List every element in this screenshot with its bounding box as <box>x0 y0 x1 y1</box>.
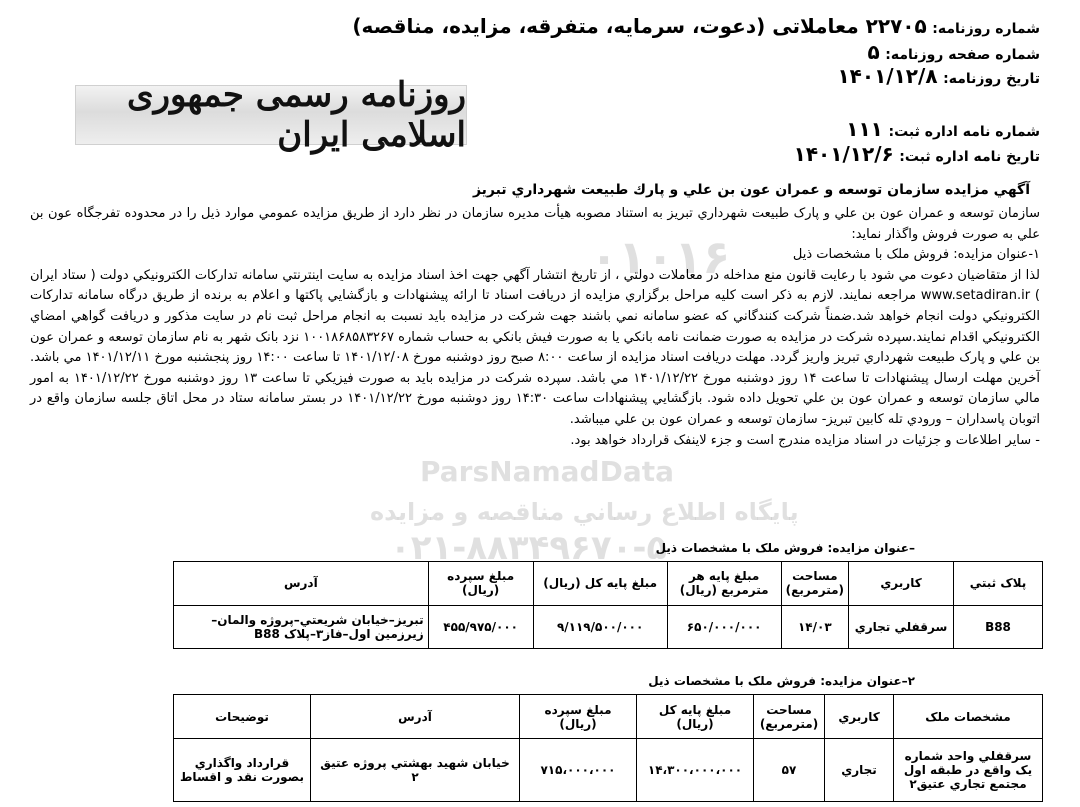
watermark-phone: ۰۲۱-۸۸۳۴۹۶۷۰-۵ <box>390 528 668 568</box>
table-header-row <box>174 695 1043 739</box>
ad-paragraph: - ساير اطلاعات و جزئيات در اسناد مزايده مندرج است و جزء لاينفک قرارداد خواهد بود. <box>570 432 1040 448</box>
reg-letter-number-value: ۱۱۱ <box>846 117 883 141</box>
reg-letter-date-line <box>794 142 1040 166</box>
column-header: مبلغ سپرده (ريال) <box>428 562 533 606</box>
table-cell: تبريز–خيابان شريعتي–پروژه والمان–زيرزمين اول–فاز۳–پلاک B88 <box>174 605 429 649</box>
column-header: مساحت (مترمربع) <box>781 562 848 606</box>
table-cell: تجاري <box>825 739 894 802</box>
reg-letter-number-label: شماره نامه اداره ثبت: <box>888 124 1040 140</box>
issue-date-label: تاریخ روزنامه: <box>943 71 1040 87</box>
table-header-row <box>174 562 1043 606</box>
issue-label: شماره روزنامه: <box>932 21 1040 37</box>
ad-paragraph: سازمان توسعه و عمران عون بن علي و پارک طبيعت شهرداري تبريز به استناد مصوبه هيأت مديره سازمان در نظر دارد از طريق مزايده عمومي موارد ذيل را در محدوده تفرجگاه عون بن علي به صورت فروش واگذار نمايد: <box>30 206 1040 242</box>
watermark-caption: پايگاه اطلاع رساني مناقصه و مزايده <box>370 498 799 526</box>
table-cell: ۴۵۵/۹۷۵/۰۰۰ <box>428 605 533 649</box>
column-header: آدرس <box>311 695 520 739</box>
column-header: کاربري <box>849 562 954 606</box>
table-row <box>174 605 1043 649</box>
watermark-number: ۰۱۰۱۶ <box>590 230 731 284</box>
issue-line <box>352 14 1040 38</box>
page-number-label: شماره صفحه روزنامه: <box>885 47 1040 63</box>
page-number-value: ۵ <box>867 40 880 64</box>
issue-value: ۲۲۷۰۵ معاملاتی (دعوت، سرمایه، متفرقه، مزایده، مناقصه) <box>352 14 927 38</box>
column-header: مبلغ پايه هر مترمربع (ريال) <box>667 562 781 606</box>
table-cell: خيابان شهيد بهشتي پروژه عتيق ۲ <box>311 739 520 802</box>
ad-paragraph: لذا از متقاضيان دعوت مي شود با رعايت قانون منع مداخله در معاملات دولتي ، از تاريخ انتشار آگهي جهت اخذ اسناد مزايده به سايت اينترنتي سامانه تدارکات الکترونيکي دولت ( ستاد ايران ) www.setadiran.ir مراجعه نمايند. لازم به ذکر است کليه مراحل برگزاري مزايده از دريافت اسناد تا ارائه پيشنهادات و بازگشايي پاکتها و اعلام به برنده از طريق درگاه سامانه تدارکات الکترونيکي دولت انجام خواهد شد.ضمناً شرکت کنندگاني که عضو سامانه نمي باشند جهت شرکت در مزايده بايد نسبت به انجام مراحل ثبت نام در سايت مذکور و دريافت گواهي امضاي الکترونيکي اقدام نمايند.سپرده شرکت در مزايده به صورت ضمانت نامه بانکي يا به صورت فيش بانکي به حساب شماره ۱۰۰۱۸۶۸۵۸۳۲۶۷ نزد بانک شهر به نام سازمان توسعه و عمران عون بن علي و پارک طبيعت شهرداري تبريز واريز گردد. مهلت دريافت اسناد مزايده از ساعت ۸:۰۰ صبح روز دوشنبه مورخ ۱۴۰۱/۱۲/۰۸ تا ساعت ۱۴:۰۰ روز پنجشنبه مورخ ۱۴۰۱/۱۲/۱۱ مي باشد. آخرين مهلت ارسال پيشنهادات تا ساعت ۱۴ روز دوشنبه مورخ ۱۴۰۱/۱۲/۲۲ مي باشد. سپرده شرکت در مزايده بايد به صورت فيزيکي تا ساعت ۱۳ روز دوشنبه مورخ ۱۴۰۱/۱۲/۲۲ به امور مالي سازمان توسعه و عمران عون بن علي تحويل داده شود. بازگشايي پيشنهادات ساعت ۱۴:۳۰ روز دوشنبه مورخ ۱۴۰۱/۱۲/۲۲ در بستر سامانه ستاد در محل اتاق جلسه سازمان واقع در اتوبان پاسداران – ورودي تله کابين تبريز- سازمان توسعه و عمران عون بن علي ميباشد. <box>30 267 1040 427</box>
column-header: مساحت (مترمربع) <box>754 695 825 739</box>
reg-letter-date-value: ۱۴۰۱/۱۲/۶ <box>793 142 894 166</box>
logo-text: روزنامه رسمی جمهوری اسلامی ایران <box>126 75 466 155</box>
table-cell: ۶۵۰/۰۰۰/۰۰۰ <box>667 605 781 649</box>
column-header: آدرس <box>174 562 429 606</box>
table1-heading: –عنوان مزايده: فروش ملک با مشخصات ذيل <box>655 541 915 555</box>
column-header: مبلغ پايه کل (ريال) <box>637 695 754 739</box>
column-header: مبلغ پايه کل (ريال) <box>533 562 667 606</box>
issue-date-line <box>837 64 1040 88</box>
table-cell: ۹/۱۱۹/۵۰۰/۰۰۰ <box>533 605 667 649</box>
page-number-line <box>867 40 1040 64</box>
table-cell: قرارداد واگذاري بصورت نقد و اقساط <box>174 739 311 802</box>
issue-date-value: ۱۴۰۱/۱۲/۸ <box>837 64 938 88</box>
table-cell: B88 <box>954 605 1043 649</box>
table-cell: سرقفلي واحد شماره يک واقع در طبقه اول مجتمع تجاري عتيق۲ <box>894 739 1043 802</box>
column-header: پلاک ثبتي <box>954 562 1043 606</box>
table-cell: سرقفلي تجاري <box>849 605 954 649</box>
column-header: مبلغ سپرده (ريال) <box>520 695 637 739</box>
reg-letter-date-label: تاریخ نامه اداره ثبت: <box>899 149 1040 165</box>
table-cell: ۱۴،۳۰۰،۰۰۰،۰۰۰ <box>637 739 754 802</box>
table-row <box>174 739 1043 802</box>
column-header: مشخصات ملک <box>894 695 1043 739</box>
column-header: توضيحات <box>174 695 311 739</box>
ad-paragraph: ۱-عنوان مزايده: فروش ملک با مشخصات ذيل <box>792 247 1040 263</box>
table2-heading: ۲–عنوان مزايده: فروش ملک با مشخصات ذيل <box>648 674 915 688</box>
official-gazette-logo <box>75 75 467 155</box>
table-cell: ۱۴/۰۳ <box>781 605 848 649</box>
column-header: کاربري <box>825 695 894 739</box>
table-cell: ۷۱۵،۰۰۰،۰۰۰ <box>520 739 637 802</box>
ad-body <box>30 204 1040 451</box>
table-cell: ۵۷ <box>754 739 825 802</box>
reg-letter-number-line <box>846 117 1040 141</box>
ad-title: آگهي مزايده سازمان توسعه و عمران عون بن علي و پارك طبيعت شهرداري تبريز <box>472 182 1030 198</box>
auction-table-2 <box>173 694 1043 802</box>
watermark-brand: ParsNamadData <box>420 455 674 488</box>
auction-table-1 <box>173 561 1043 649</box>
